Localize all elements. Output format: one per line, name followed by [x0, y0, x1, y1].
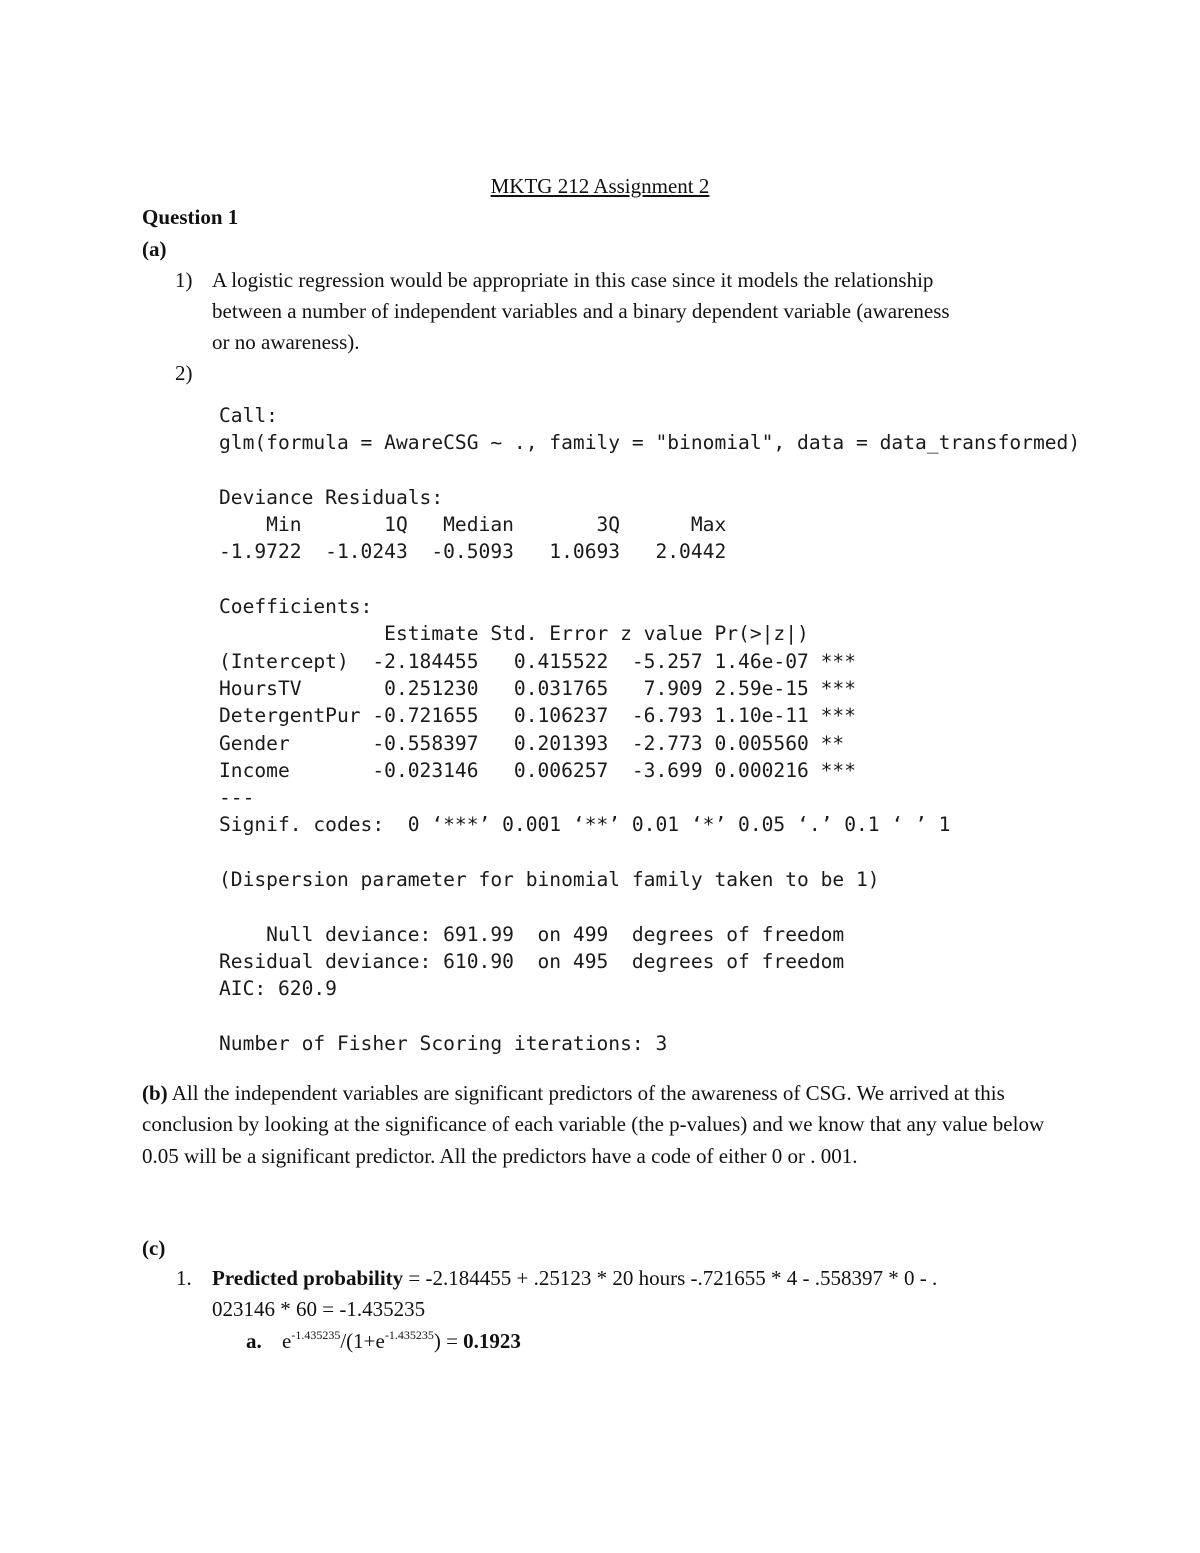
part-b-text: All the independent variables are significant predictors of the awareness of CSG. We arrived at this conclusion by looking at the significance of each variable (the p-values) and we know that any value below 0.05 will be a significant predictor. All the predictors have a code of either 0 or . 001.: [142, 1081, 1045, 1168]
formula-exponent: -1.435235: [384, 1328, 434, 1342]
list-number: 1.: [176, 1266, 192, 1290]
part-c-label: (c): [142, 1236, 166, 1260]
part-b-label: (b): [142, 1081, 168, 1105]
r-glm-output: Call: glm(formula = AwareCSG ~ ., family = "binomial", data = data_transformed) Deviance Residuals: Min 1Q Median 3Q Max -1.9722 -1.0243 -0.5093 1.0693 2.0442 Coefficients: Estimate Std. Error z value Pr(>|z|) (Intercept) -2.184455 0.415522 -5.257 1.46e-07 *** HoursTV 0.251230 0.031765 7.909 2.59e-15 *** DetergentPur -0.721655 0.106237 -6.793 1.10e-11 *** Gender -0.558397 0.201393 -2.773 0.005560 ** Income -0.023146 0.006257 -3.699 0.000216 *** --- Signif. codes: 0 ‘***’ 0.001 ‘**’ 0.01 ‘*’ 0.05 ‘.’ 0.1 ‘ ’ 1 (Dispersion parameter for binomial family taken to be 1) Null deviance: 691.99 on 499 degrees of freedom Residual deviance: 610.90 on 495 degrees of freedom AIC: 620.9 Number of Fisher Scoring iterations: 3: [219, 404, 1081, 1055]
answer-line: between a number of independent variables and a binary dependent variable (awareness: [212, 299, 950, 323]
equation-line: 023146 * 60 = -1.435235: [212, 1297, 426, 1321]
part-a-label: (a): [142, 237, 167, 261]
equation-text: = -2.184455 + .25123 * 20 hours -.721655 * 4 - .558397 * 0 - .: [403, 1266, 938, 1290]
answer-line: A logistic regression would be appropriate in this case since it models the relationship: [212, 268, 934, 292]
sub-item-label: a.: [246, 1329, 262, 1353]
predicted-probability-line: [212, 1266, 937, 1291]
list-number: 1): [175, 268, 193, 292]
formula-text: ) =: [433, 1329, 464, 1353]
probability-result: 0.1923: [463, 1329, 521, 1353]
list-number: 2): [175, 361, 193, 385]
question-heading: Question 1: [142, 205, 239, 229]
probability-formula: [282, 1329, 521, 1354]
answer-line: or no awareness).: [212, 330, 360, 354]
formula-e: e: [282, 1329, 292, 1353]
predicted-probability-label: Predicted probability: [212, 1266, 404, 1290]
part-b-paragraph: [142, 1078, 1060, 1172]
formula-exponent: -1.435235: [291, 1328, 341, 1342]
formula-text: /(1+e: [340, 1329, 385, 1353]
document-title: MKTG 212 Assignment 2: [490, 174, 710, 198]
